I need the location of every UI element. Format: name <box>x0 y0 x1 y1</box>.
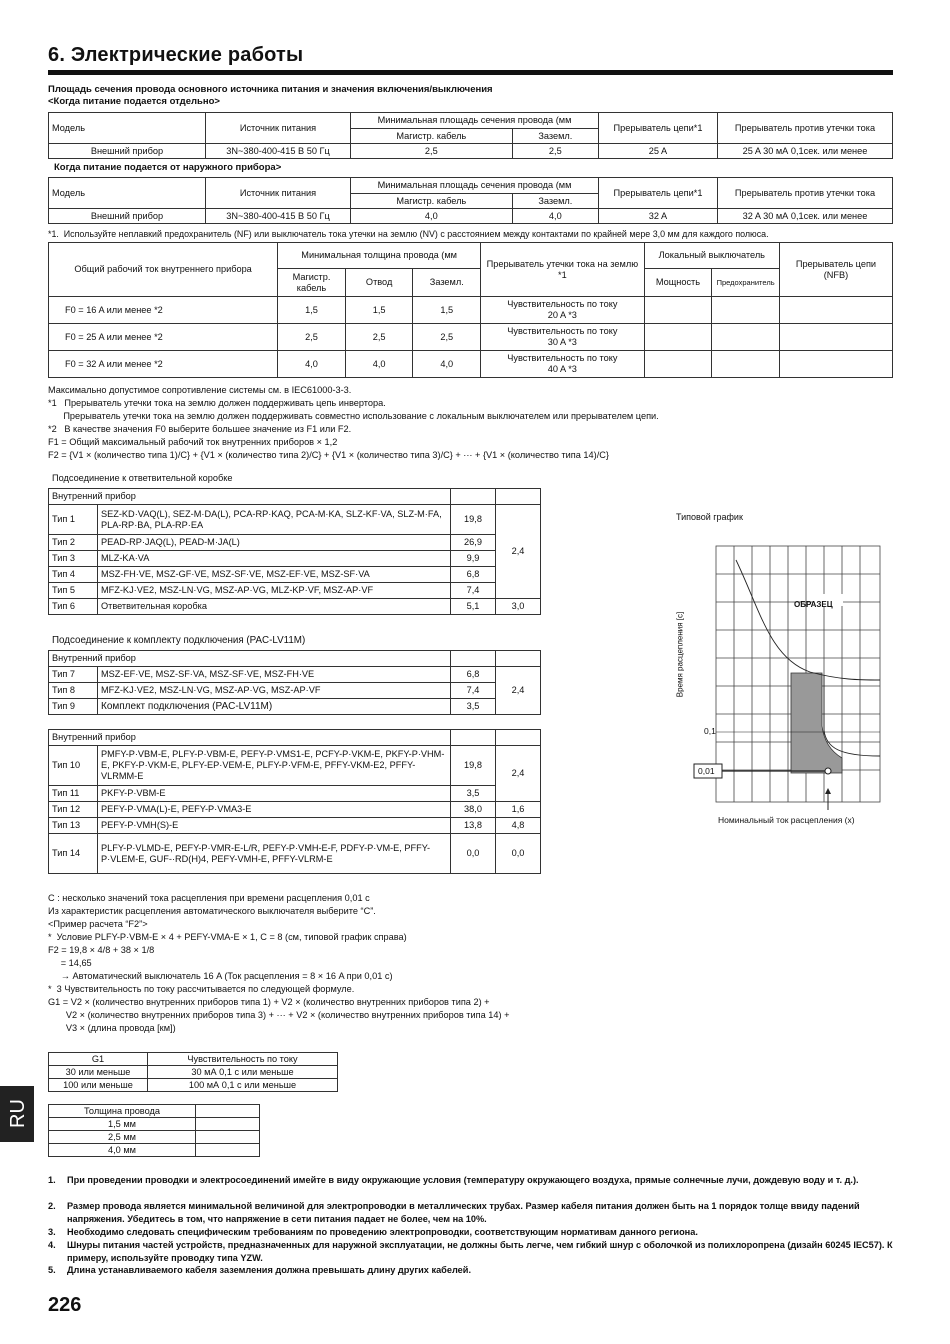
cell-v1: 9,9 <box>451 551 496 567</box>
cell-v1: 26,9 <box>451 535 496 551</box>
cell-models: PMFY-P·VBM-E, PLFY-P·VBM-E, PEFY-P·VMS1-E, PCFY-P·VKM-E, PKFY-P·VHM-E, PKFY-P·VKM-E, PLFY-EP·VEM-E, PLFY-P·VFM-E, PFFY-VKM-E2, PFFY-VLRMM-E <box>98 746 451 786</box>
footnote-4 <box>48 1239 896 1264</box>
fn-text: Длина устанавливаемого кабеля заземления должна превышать длину других кабелей. <box>67 1265 471 1275</box>
cell-models: PEAD-RP·JAQ(L), PEAD-M·JA(L) <box>98 535 451 551</box>
cell-model: Внешний прибор <box>49 144 206 159</box>
graph-ylabel: Время расцепления [с] <box>675 611 685 698</box>
cell-models: Комплект подключения (PAC-LV11M) <box>98 699 451 715</box>
cell-leak <box>481 351 645 378</box>
cell-type: Тип 3 <box>49 551 98 567</box>
power-table-outdoor <box>48 177 893 224</box>
cell-branch: 2,5 <box>345 324 413 351</box>
calc-line: * 3 Чувствительность по току рассчитывается по следующей формуле. <box>48 984 355 994</box>
indoor-current-table <box>48 242 893 378</box>
language-tab <box>0 1086 34 1142</box>
cell-empty <box>779 351 892 378</box>
note-line: *1 Прерыватель утечки тока на землю должен поддерживать цепь инвертора. <box>48 398 386 408</box>
cell-total: F0 = 32 A или менее *2 <box>49 351 278 378</box>
cell-empty <box>779 297 892 324</box>
h-ground: Заземл. <box>512 194 598 209</box>
h-fuse: Предохранитель <box>712 269 780 297</box>
cell-branch: 4,0 <box>345 351 413 378</box>
h-power: Мощность <box>644 269 712 297</box>
note-line: *2 В качестве значения F0 выберите большее значение из F1 или F2. <box>48 424 352 434</box>
cell-source: 3N~380-400-415 В 50 Гц <box>206 144 351 159</box>
note-line: Прерыватель утечки тока на землю должен поддерживать совместно использование с локальным выключателем или прерывателем цепи. <box>48 411 659 421</box>
cell-v2: 2,4 <box>496 667 541 715</box>
cell-ground: 4,0 <box>512 209 598 224</box>
cell-sens: 100 мА 0,1 с или меньше <box>148 1079 338 1092</box>
cell-type: Тип 14 <box>49 834 98 874</box>
cell-breaker: 25 A <box>599 144 718 159</box>
branch-box-table <box>48 488 541 615</box>
calc-line: V3 × (длина провода [км]) <box>48 1023 176 1033</box>
fn-num: 3. <box>48 1227 56 1237</box>
cell-branch: 1,5 <box>345 297 413 324</box>
cell-type: Тип 10 <box>49 746 98 786</box>
cell-v1: 6,8 <box>451 667 496 683</box>
cell-empty <box>779 324 892 351</box>
h-indoor: Внутренний прибор <box>49 489 451 505</box>
h-ground: Заземл. <box>413 269 481 297</box>
h-leak: Прерыватель утечки тока на землю *1 <box>481 243 645 297</box>
cell-ground: 2,5 <box>413 324 481 351</box>
cell-type: Тип 11 <box>49 786 98 802</box>
cell-v1: 13,8 <box>451 818 496 834</box>
graph-title: Типовой график <box>676 512 743 522</box>
cell-total: F0 = 25 A или менее *2 <box>49 324 278 351</box>
fn-num: 1. <box>48 1175 56 1185</box>
calc-line: C : несколько значений тока расцепления при времени расцепления 0,01 с <box>48 893 370 903</box>
x-arrow-head <box>825 788 831 794</box>
cell-empty <box>451 730 496 746</box>
cell-main: 2,5 <box>278 324 346 351</box>
cell-thick: 4,0 мм <box>49 1144 196 1157</box>
cell-total: F0 = 16 A или менее *2 <box>49 297 278 324</box>
cell-models: SEZ-KD·VAQ(L), SEZ-M·DA(L), PCA-RP·KAQ, PCA-M·KA, SLZ-KF·VA, SLZ-M·FA, PLA-RP·BA, PLA-RP·EA <box>98 505 451 535</box>
cell-v1: 19,8 <box>451 505 496 535</box>
h-model: Модель <box>49 113 206 144</box>
cell-type: Тип 9 <box>49 699 98 715</box>
leak-line-2: 20 A *3 <box>547 310 577 320</box>
calc-block <box>48 892 509 1035</box>
tick-001-label: 0,01 <box>698 766 715 776</box>
cell-main: 4,0 <box>351 209 513 224</box>
cell-models: Ответвительная коробка <box>98 599 451 615</box>
cell-type: Тип 7 <box>49 667 98 683</box>
cell-empty <box>644 351 712 378</box>
cell-thick: 1,5 мм <box>49 1118 196 1131</box>
cell-leak <box>481 324 645 351</box>
power-table-separate <box>48 112 893 159</box>
cell-leak <box>481 297 645 324</box>
cell-type: Тип 5 <box>49 583 98 599</box>
cell-empty <box>196 1105 260 1118</box>
curve-upper <box>736 560 880 680</box>
h-source: Источник питания <box>206 113 351 144</box>
cell-main: 2,5 <box>351 144 513 159</box>
note-line: F2 = {V1 × (количество типа 1)/C} + {V1 × (количество типа 2)/C} + {V1 × (количество типа 3)/C} + ··· + {V1 × (количество типа 14)/C} <box>48 450 609 460</box>
cell-main: 1,5 <box>278 297 346 324</box>
leak-line-1: Чувствительность по току <box>507 353 618 363</box>
cell-empty <box>496 730 541 746</box>
cell-empty <box>496 489 541 505</box>
leak-line-1: Чувствительность по току <box>507 299 618 309</box>
calc-line: F2 = 19,8 × 4/8 + 38 × 1/8 <box>48 945 155 955</box>
cell-type: Тип 6 <box>49 599 98 615</box>
fn-num: 5. <box>48 1265 56 1275</box>
h-minarea: Минимальная площадь сечения провода (мм <box>351 113 599 129</box>
fn-text: При проведении проводки и электросоединений имейте в виду окружающие условия (температуру окружающего воздуха, прямые солнечные лучи, дождевую воду и т. д.). <box>67 1175 859 1185</box>
cell-sens: 30 мА 0,1 с или меньше <box>148 1066 338 1079</box>
cell-v1: 19,8 <box>451 746 496 786</box>
h-main: Магистр. кабель <box>351 194 513 209</box>
calc-line: = 14,65 <box>48 958 92 968</box>
language-tab-label: RU <box>6 1099 29 1128</box>
h-minarea: Минимальная площадь сечения провода (мм <box>351 178 599 194</box>
calc-line: G1 = V2 × (количество внутренних приборов типа 1) + V2 × (количество внутренних приборов типа 2) + <box>48 997 490 1007</box>
h-main: Магистр. кабель <box>351 129 513 144</box>
h-branch: Отвод <box>345 269 413 297</box>
section-subheading-2: Когда питание подается от наружного прибора> <box>54 162 282 173</box>
cell-type: Тип 4 <box>49 567 98 583</box>
cell-empty <box>712 351 780 378</box>
cell-models: MLZ-KA·VA <box>98 551 451 567</box>
cell-empty <box>644 297 712 324</box>
h-indoor: Внутренний прибор <box>49 651 451 667</box>
leak-line-2: 30 A *3 <box>547 337 577 347</box>
h-breaker: Прерыватель цепи*1 <box>599 178 718 209</box>
cell-models: MSZ-EF·VE, MSZ-SF·VA, MSZ-SF·VE, MSZ-FH·VE <box>98 667 451 683</box>
cell-models: PLFY-P·VLMD-E, PEFY-P·VMR-E-L/R, PEFY-P·VMH-E-F, PDFY-P·VM-E, PFFY-P·VLEM-E, GUF-·RD(H)4, PEFY-VMH-E, PFFY-VLRM-E <box>98 834 451 874</box>
cell-leak: 25 A 30 мА 0,1сек. или менее <box>718 144 893 159</box>
cell-thick: 2,5 мм <box>49 1131 196 1144</box>
cell-ground: 1,5 <box>413 297 481 324</box>
cell-models: MFZ-KJ·VE2, MSZ-LN·VG, MSZ-AP·VG, MLZ-KP·VF, MSZ-AP·VF <box>98 583 451 599</box>
page-title: 6. Электрические работы <box>48 44 304 66</box>
cell-main: 4,0 <box>278 351 346 378</box>
cell-g1: 100 или меньше <box>49 1079 148 1092</box>
fn-text: Размер провода является минимальной величиной для электропроводки в металлических трубах. Размер кабеля питания должен быть на 1 порядок толще ввиду падений напряжения. Убедитесь в том, что напряжение в сети питания падает не более, чем на 10%. <box>67 1201 860 1224</box>
leak-line-2: 40 A *3 <box>547 364 577 374</box>
page-number: 226 <box>48 1294 82 1316</box>
fn-num: 4. <box>48 1240 56 1250</box>
fn-text: Шнуры питания частей устройств, предназначенных для наружной эксплуатации, не должны быть легче, чем гибкий шнур с оболочкой из полихлоропрена (дизайн 60245 IEC57). К примеру, используйте проводку типа YZW. <box>67 1240 893 1263</box>
h-total: Общий рабочий ток внутреннего прибора <box>49 243 278 297</box>
h-main: Магистр. кабель <box>278 269 346 297</box>
h-model: Модель <box>49 178 206 209</box>
branch-box-caption: Подсоединение к ответвительной коробке <box>52 473 233 483</box>
note-line: F1 = Общий максимальный рабочий ток внутренних приборов × 1,2 <box>48 437 338 447</box>
title-rule <box>48 70 893 75</box>
leak-line-1: Чувствительность по току <box>507 326 618 336</box>
connection-kit-caption: Подсоединение к комплекту подключения (PAC-LV11M) <box>52 635 306 646</box>
cell-g1: 30 или меньше <box>49 1066 148 1079</box>
cell-type: Тип 8 <box>49 683 98 699</box>
h-thick: Толщина провода <box>49 1105 196 1118</box>
h-leak: Прерыватель против утечки тока <box>718 178 893 209</box>
cell-breaker: 32 A <box>599 209 718 224</box>
calc-line: <Пример расчета “F2”> <box>48 919 148 929</box>
cell-empty <box>496 651 541 667</box>
h-breaker: Прерыватель цепи*1 <box>599 113 718 144</box>
cell-v1: 5,1 <box>451 599 496 615</box>
h-leak: Прерыватель против утечки тока <box>718 113 893 144</box>
curve-lower <box>824 675 880 756</box>
footnote-2 <box>48 1200 896 1225</box>
h-g1: G1 <box>49 1053 148 1066</box>
tick-01-label: 0,1 <box>704 726 716 736</box>
cell-models: PKFY-P·VBM-E <box>98 786 451 802</box>
section-heading: Площадь сечения провода основного источника питания и значения включения/выключения <box>48 84 493 95</box>
h-ground: Заземл. <box>512 129 598 144</box>
cell-v1: 6,8 <box>451 567 496 583</box>
cell-ground: 2,5 <box>512 144 598 159</box>
note-line: Максимально допустимое сопротивление системы см. в IEC61000-3-3. <box>48 385 352 395</box>
cell-v1: 7,4 <box>451 683 496 699</box>
h-source: Источник питания <box>206 178 351 209</box>
sample-band <box>791 673 842 773</box>
indoor-units-table <box>48 729 541 874</box>
cell-empty <box>196 1118 260 1131</box>
fn-text: Необходимо следовать специфическим требованиям по проведению электропроводки, соответствующим нормативам данного региона. <box>67 1227 698 1237</box>
graph-xlabel: Номинальный ток расцепления (x) <box>718 815 855 825</box>
cell-models: MSZ-FH·VE, MSZ-GF·VE, MSZ-SF·VE, MSZ-EF·VE, MSZ-SF·VA <box>98 567 451 583</box>
h-nfb: Прерыватель цепи (NFB) <box>779 243 892 297</box>
cell-empty <box>196 1131 260 1144</box>
cell-model: Внешний прибор <box>49 209 206 224</box>
cell-v2: 4,8 <box>496 818 541 834</box>
cell-empty <box>451 651 496 667</box>
cell-v1: 3,5 <box>451 786 496 802</box>
cell-v1: 38,0 <box>451 802 496 818</box>
cell-type: Тип 12 <box>49 802 98 818</box>
wire-thickness-table <box>48 1104 260 1157</box>
cell-v1: 0,0 <box>451 834 496 874</box>
cell-empty <box>196 1144 260 1157</box>
cell-models: MFZ-KJ·VE2, MSZ-LN·VG, MSZ-AP·VG, MSZ-AP·VF <box>98 683 451 699</box>
calc-line: Из характеристик расцепления автоматического выключателя выберите “C”. <box>48 906 376 916</box>
sample-label: ОБРАЗЕЦ <box>794 600 833 609</box>
footnote-5 <box>48 1264 896 1277</box>
cell-v1: 3,5 <box>451 699 496 715</box>
cell-source: 3N~380-400-415 В 50 Гц <box>206 209 351 224</box>
footnote-1 <box>48 1174 896 1187</box>
g1-table <box>48 1052 338 1092</box>
trip-curve-graph <box>660 530 900 830</box>
section-subheading: <Когда питание подается отдельно> <box>48 96 220 107</box>
h-sens: Чувствительность по току <box>148 1053 338 1066</box>
cell-empty <box>712 297 780 324</box>
cell-v2: 3,0 <box>496 599 541 615</box>
cell-v2: 1,6 <box>496 802 541 818</box>
cell-type: Тип 2 <box>49 535 98 551</box>
cell-type: Тип 13 <box>49 818 98 834</box>
cell-v1: 7,4 <box>451 583 496 599</box>
calc-line: V2 × (количество внутренних приборов типа 3) + ··· + V2 × (количество внутренних приборов типа 14) + <box>48 1010 510 1020</box>
calc-line: → Автоматический выключатель 16 A (Ток расцепления = 8 × 16 A при 0,01 с) <box>48 971 393 981</box>
connection-kit-table <box>48 650 541 715</box>
footnote-3 <box>48 1226 896 1239</box>
cell-empty <box>451 489 496 505</box>
fn-num: 2. <box>48 1201 56 1211</box>
cell-v2: 2,4 <box>496 505 541 599</box>
calc-line: * Условие PLFY-P·VBM-E × 4 + PEFY-VMA-E × 1, C = 8 (см, типовой график справа) <box>48 932 407 942</box>
cell-leak: 32 A 30 мА 0,1сек. или менее <box>718 209 893 224</box>
notes-block <box>48 384 659 462</box>
cell-type: Тип 1 <box>49 505 98 535</box>
cell-v2: 2,4 <box>496 746 541 802</box>
h-indoor: Внутренний прибор <box>49 730 451 746</box>
cell-v2: 0,0 <box>496 834 541 874</box>
cell-empty <box>712 324 780 351</box>
note-1: *1. Используйте неплавкий предохранитель (NF) или выключатель тока утечки на землю (NV) с расстоянием между контактами по крайней мере 3,0 мм для каждого полюса. <box>48 229 769 239</box>
h-local: Локальный выключатель <box>644 243 779 269</box>
cell-empty <box>644 324 712 351</box>
cell-models: PEFY-P·VMA(L)-E, PEFY-P·VMA3-E <box>98 802 451 818</box>
cell-ground: 4,0 <box>413 351 481 378</box>
h-minthick: Минимальная толщина провода (мм <box>278 243 481 269</box>
trip-point <box>825 768 831 774</box>
cell-models: PEFY-P·VMH(S)-E <box>98 818 451 834</box>
